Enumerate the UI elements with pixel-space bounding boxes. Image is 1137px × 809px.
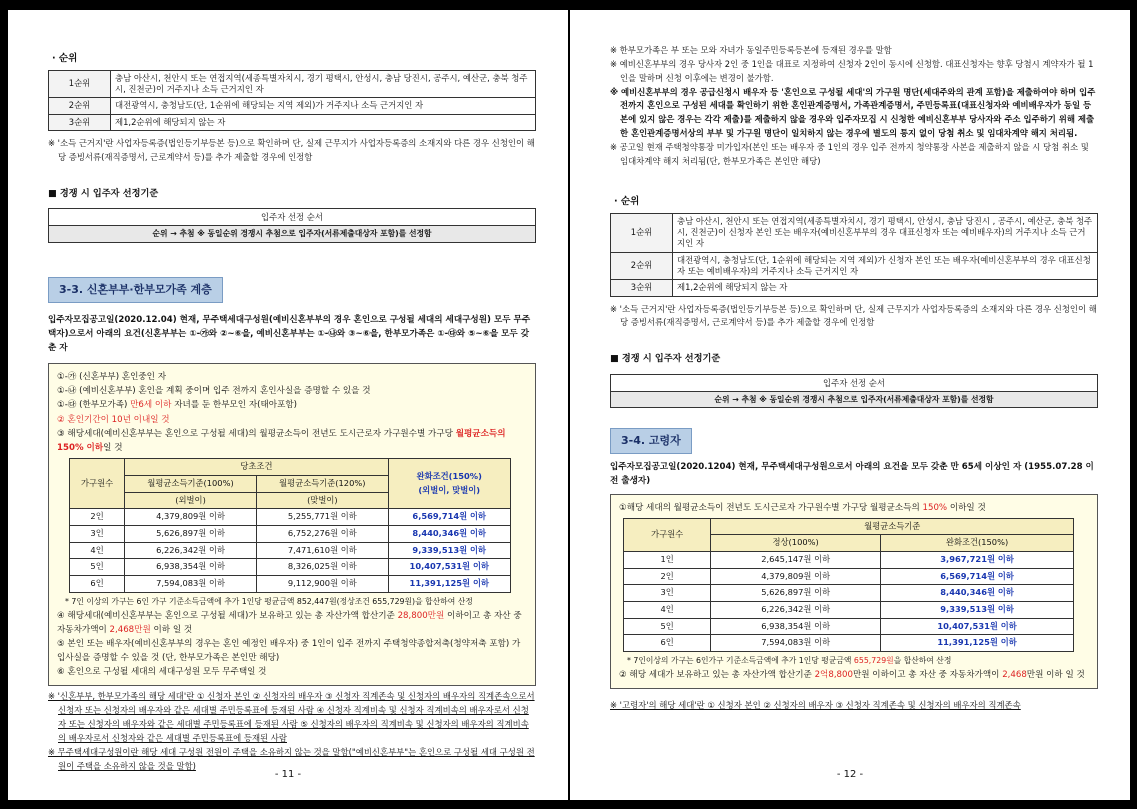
table-row: 5인 6,938,354원 이하 8,326,025원 이하 10,407,531원 이하 — [70, 559, 511, 576]
condition: ⑤ 본인 또는 배우자(예비신혼부부의 경우는 혼인 예정인 배우자) 중 1인이 입주 전까지 주택청약종합저축(청약저축 포함) 가입사실을 증명할 수 있을 것 (단, 한부모가족은 본인만 해당) — [57, 638, 521, 664]
condition: ③ 해당세대(예비신혼부부는 혼인으로 구성될 세대)의 월평균소득이 전년도 도시근로자 가구원수별 가구당 월평균소득의 150% 이하일 것 — [57, 428, 506, 453]
table-row: 3순위 제1,2순위에 해당되지 않는 자 — [49, 114, 536, 130]
condition: ①-㉰ (한부모가족) 만6세 이하 자녀를 둔 한부모인 자(태아포함) — [57, 400, 298, 411]
selection-table: 입주자 선정 순서 순위 → 추첨 ※ 동일순위 경쟁시 추첨으로 입주자(서류제출대상자 포함)를 선정함 — [610, 374, 1098, 408]
homeless-note: ※ 무주택세대구성원이란 해당 세대 구성원 전원이 주택을 소유하지 않는 것을 말함("예비신혼부부"는 혼인으로 구성될 세대 구성원 전원이 주택을 소유하지 않을 것을 말함) — [48, 746, 535, 771]
table-row: 1순위 충남 아산시, 천안시 또는 연접지역(세종특별자치시, 경기 평택시, 안성시, 충남 당진시 , 공주시, 예산군, 충북 청주시, 진천군)이 신청자 본인 또는 배우자(예비신혼부부의 경우 대표신청자 또는 예비배우자)의 거주지나 소득 근거지인 자 — [611, 213, 1098, 252]
household-note: ※ '신혼부부, 한부모가족의 해당 세대'란 ① 신청자 본인 ② 신청자의 배우자 ③ 신청자 직계존속 및 신청자의 배우자의 직계존속으로서 신청자 또는 신청자의 배우자와 같은 세대별 주민등록표에 등재된 사람 ④ 신청자 직계비속 및 신청자 직계비속의 배우자로서 신청자 또는 신청자의 배우자와 같은 세대별 주민등록표에 등재된 사람 ⑤ 신청자의 배우자의 직계비속 및 신청자의 배우자의 직계비속의 배우자로서 신청자와 같은 세대별 주민등록표에 등재된 사람 — [48, 691, 535, 743]
rank-heading: · 순위 — [614, 195, 640, 207]
rank-table — [610, 213, 1098, 297]
condition: ④ 해당세대(예비신혼부부는 혼인으로 구성될 세대)가 보유하고 있는 총 자산가액 합산기준 28,800만원 이하이고 총 자산 중 자동차가액이 2,468만원 이하 일 것 — [57, 610, 522, 635]
intro-text: 입주자모집공고일(2020.1204) 현재, 무주택세대구성원으로서 아래의 요건을 모두 갖춘 만 65세 이상인 자 (1955.07.28 이전 출생자) — [610, 462, 1094, 487]
conditions-box — [48, 363, 536, 686]
table-row: 6인 7,594,083원 이하 9,112,900원 이하 11,391,125원 이하 — [70, 575, 511, 592]
table-row: 3인 5,626,897원 이하 8,440,346원 이하 — [624, 585, 1074, 602]
table-row: 1인 2,645,147원 이하 3,967,721원 이하 — [624, 551, 1074, 568]
table-row: 6인 7,594,083원 이하 11,391,125원 이하 — [624, 635, 1074, 652]
table-row: 2순위 대전광역시, 충청남도(단, 1순위에 해당되는 지역 제외)가 신청자 본인 또는 배우자(예비신혼부부의 경우 대표신청자 또는 예비배우자)의 거주지나 소득 근거지인 자 — [611, 252, 1098, 280]
section-title: 3-3. 신혼부부·한부모가족 계층 — [48, 277, 223, 303]
condition: ①-㉮ (신혼부부) 혼인중인 자 — [57, 372, 167, 383]
table-row: 5인 6,938,354원 이하 10,407,531원 이하 — [624, 618, 1074, 635]
income-table: 가구원수 월평균소득기준 정상(100%) 완화조건(150%) 1인 2,645,147원 이하 3,967,721원 이하 2인 4,379,809원 이하 6,569,714원 이하 3인 5,626,897원 이하 8,440,346원 이하 4인 6,226,342원 이하 9,339,513원 이하 5인 6,938,354원 이하 10,407,531원 이하 6인 7,594,083원 이하 11,391,125원 이하 — [623, 518, 1074, 653]
table-row: 4인 6,226,342원 이하 7,471,610원 이하 9,339,513원 이하 — [70, 542, 511, 559]
table-note: * 7인이상의 가구는 6인가구 기준소득금액에 추가 1인당 평균금액 655,729원을 합산하여 산정 — [627, 656, 952, 666]
page-number: - 11 - — [274, 768, 302, 780]
rank-note: ※ '소득 근거지'란 사업자등록증(법인등기부등본 등)으로 확인하며 단, 실제 근무지가 사업자등록증의 소재지와 다른 경우 신청인이 해당 증빙서류(재직증명서, 근로계약서 등)를 추가 제출할 경우에 인정함 — [48, 138, 535, 162]
table-row: 2인 4,379,809원 이하 5,255,771원 이하 6,569,714원 이하 — [70, 509, 511, 526]
table-row: 4인 6,226,342원 이하 9,339,513원 이하 — [624, 602, 1074, 619]
household-note: ※ '고령자'의 해당 세대'란 ① 신청자 본인 ② 신청자의 배우자 ③ 신청자 직계존속 및 신청자의 배우자의 직계존속 — [610, 700, 1021, 711]
table-row: 3순위 제1,2순위에 해당되지 않는 자 — [611, 280, 1098, 296]
selection-table: 입주자 선정 순서 순위 → 추첨 ※ 동일순위 경쟁시 추첨으로 입주자(서류제출대상자 포함)를 선정함 — [48, 208, 536, 242]
table-row: 3인 5,626,897원 이하 6,752,276원 이하 8,440,346원 이하 — [70, 525, 511, 542]
section-title: 3-4. 고령자 — [610, 428, 692, 454]
note: ※ 한부모가족은 부 또는 모와 자녀가 동일주민등록등본에 등재된 경우를 말함 — [610, 45, 892, 55]
income-table: 가구원수 당초조건 완화조건(150%) (외벌이, 맞벌이) 월평균소득기준(100%) 월평균소득기준(120%) (외벌이) (맞벌이) 2인 4,379,809원 이하 5,255,771원 이하 6,569,714원 이하 3인 5,626,897원 이하 6,752,276원 이하 8,440,346원 이하 4인 6,226,342원 이하 7,471,610원 이하 9,339,513원 이하 5인 6,938,354원 이하 8,326,025원 이하 10,407,531원 이하 6인 7,594,083원 이하 9,112,900원 이하 11,391,125원 이하 — [69, 458, 511, 593]
table-note: * 7인 이상의 가구는 6인 가구 기준소득금액에 추가 1인당 평균금액 852,447원(정상조건 655,729원)을 합산하여 산정 — [65, 596, 473, 606]
condition: ①-㉯ (예비신혼부부) 혼인을 계획 중이며 입주 전까지 혼인사실을 증명할 수 있을 것 — [57, 386, 371, 397]
table-row: 2순위 대전광역시, 충청남도(단, 1순위에 해당되는 지역 제외)가 거주지나 소득 근거지인 자 — [49, 98, 536, 114]
table-row: 2인 4,379,809원 이하 6,569,714원 이하 — [624, 568, 1074, 585]
note: ※ 예비신혼부부의 경우 당사자 2인 중 1인을 대표로 지정하여 신청자 2인이 동시에 신청함. 대표신청자는 향후 당첨시 계약자가 될 1인을 말하며 신청 이후에는 변경이 불가함. — [610, 58, 1094, 83]
page-12 — [570, 10, 1130, 800]
selection-title: ■ 경쟁 시 입주자 선정기준 — [48, 187, 159, 199]
condition: ② 혼인기간이 10년 이내일 것 — [57, 414, 170, 425]
table-row: 1순위 충남 아산시, 천안시 또는 연접지역(세종특별자치시, 경기 평택시, 안성시, 충남 당진시, 공주시, 예산군, 충북 청주시, 진천군)이 거주지나 소득 근거지인 자 — [49, 70, 536, 98]
condition: ①해당 세대의 월평균소득이 전년도 도시근로자 가구원수별 가구당 월평균소득의 150% 이하일 것 — [619, 503, 986, 514]
condition: ⑥ 혼인으로 구성될 세대의 세대구성원 모두 무주택일 것 — [57, 667, 267, 678]
rank-heading: · 순위 — [52, 53, 78, 64]
rank-note: ※ '소득 근거지'란 사업자등록증(법인등기부등본 등)으로 확인하며 단, 실제 근무지가 사업자등록증의 소재지와 다른 경우 신청인이 해당 증빙서류(재직증명서, 근로계약서 등)를 추가 제출할 경우에 인정함 — [610, 303, 1097, 328]
condition: ② 해당 세대가 보유하고 있는 총 자산가액 합산기준 2억8,800만원 이하이고 총 자산 중 자동차가액이 2,468만원 이하 일 것 — [619, 669, 1085, 680]
note: ※ 공고일 현재 주택청약통장 미가입자(본인 또는 배우자 중 1인의 경우 입주 전까지 청약통장 사본을 제출하지 않을 시 당첨 취소 및 임대차계약 해지 처리됨(단, 한부모가족은 본인만 해당) — [610, 142, 1089, 166]
conditions-box — [610, 494, 1098, 689]
page-11 — [8, 10, 568, 800]
note: ※ 예비신혼부부의 경우 공급신청시 배우자 등 '혼인으로 구성될 세대'의 가구원 명단(세대주와의 관계 포함)을 제출하여야 하며 입주 전까지 혼인으로 구성된 세대를 확인하기 위한 혼인관계증명서, 가족관계증명서, 주민등록표(대표신청자와 예비배우자가 동일 등본에 있지 않은 경우는 각각 제출)를 제출하지 않을 경우와 입주자모집 시 신청한 예비신혼부부 당사자와 주소 입주하기 위해 제출한 혼인관계증명서상의 부부 및 가구원 명단이 일치하지 않는 경우에 별도의 통지 없이 당첨 취소 및 임대차계약 해지 처리됨. — [610, 86, 1096, 139]
intro-text: 입주자모집공고일(2020.12.04) 현재, 무주택세대구성원(예비신혼부부의 경우 혼인으로 구성될 세대의 세대구성원) 모두 무주택자)으로서 아래의 요건(신혼부부는 ①-㉮와 ②~⑥을, 예비신혼부부는 ①-㉯와 ③~⑥을, 한부모가족은 ①-㉰와 ⑤~⑥을 모두 갖춘 자 — [48, 314, 531, 353]
selection-title: ■ 경쟁 시 입주자 선정기준 — [610, 353, 721, 365]
page-number: - 12 - — [836, 768, 864, 780]
rank-table — [48, 70, 536, 131]
